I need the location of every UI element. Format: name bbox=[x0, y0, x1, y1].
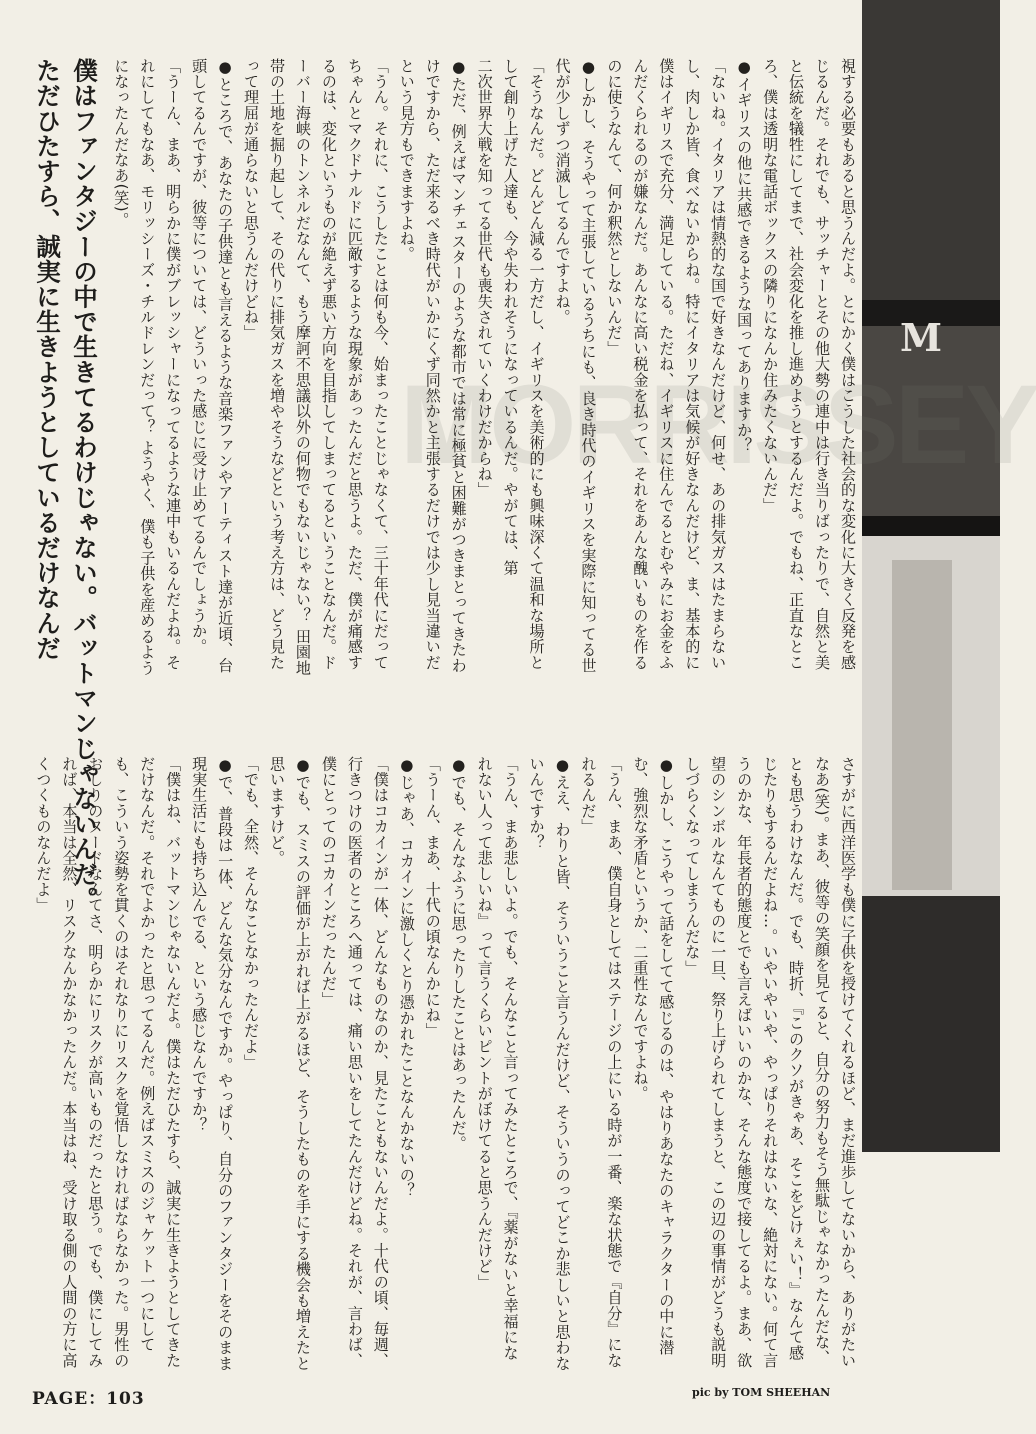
photo-letter: M bbox=[900, 315, 943, 360]
paragraph: 「ないね。イタリアは情熱的な国で好きなんだけど、何せ、あの排気ガスはたまらないし、肉しか皆、食べないからね。特にイタリアは気候が好きなんだけど、ま、基本的に僕はイギリスで充分、満足している。ただね、イギリスに住んでるとむやみにお金をふんだくられるのが嫌なんだ。あんなに高い税金を払って、それをあんな醜いものを作るのに使うなんて、何か釈然としないんだ」 bbox=[605, 58, 728, 671]
paragraph: 「僕はコカインが一体、どんなものなのか、見たこともないんだよ。十代の頃、毎週、行きつけの医者のところへ通っては、痛い思いをしてたんだけどね。それが、言わば、僕にとってのコカインだったんだ」 bbox=[319, 756, 390, 1369]
bookshelf-photo bbox=[862, 0, 1000, 1152]
question: ●しかし、こうやって話をしてて感じるのは、やはりあなたのキャラクターの中に潜む、強烈な矛盾というか、二重性なんですよね。 bbox=[631, 756, 676, 1356]
question: ●ところで、あなたの子供達とも言えるような音楽ファンやアーティスト達が近頃、台頭してるんですが、彼等については、どういった感じに受け止めてるんでしょうか。 bbox=[190, 58, 235, 674]
upper-text-block bbox=[112, 58, 860, 678]
paragraph: 二次世界大戦を知ってる世代も喪失されていくわけだからね」 bbox=[475, 58, 494, 498]
question: ●ええ、わりと皆、そういうこと言うんだけど、そういうのってどこか悲しいと思わないんですか？ bbox=[527, 756, 572, 1372]
paragraph: 「そうなんだ。どんどん減る一方だし、イギリスを美術的にも興味深くて温和な場所として創り上げた人達も、今や失われそうになっているんだ。やがては、第 bbox=[501, 58, 546, 671]
paragraph: 「うーん、まあ、明らかに僕がブレッシャーになってるような連中もいるんだよね。それにしてもなあ、モリッシーズ・チルドレンだって？ ようやく、僕も子供を産めるようになったんだなあ(笑)。 bbox=[112, 58, 183, 676]
headline-line-1: 僕はファンタジーの中で生きてるわけじゃない。バットマンじゃないんだ。 bbox=[70, 58, 99, 912]
question: ●ただ、例えばマンチェスターのような都市では常に極貧と困難がつきまとってきたわけですから、ただ来るべき時代がいかにくず同然かと主張するだけでは少し見当違いだという見方もできますよね。 bbox=[397, 58, 468, 674]
watermark-title: MORRISSEY bbox=[400, 362, 1036, 487]
question: ●しかし、そうやって主張しているうちにも、良き時代のイギリスを実際に知ってる世代が少しずつ消滅してるんですよね。 bbox=[553, 58, 598, 674]
page-number: PAGE：103 bbox=[32, 1389, 145, 1409]
paragraph: 「うん、まあ、僕自身としてはステージの上にいる時が一番、楽な状態で『自分』になれるんだ」 bbox=[579, 756, 624, 1369]
paragraph: 「うん。それに、こうしたことは何も今、始まったことじゃなくて、三十年代にだってちゃんとマクドナルドに匹敵するような現象があったんだと思うよ。ただ、僕が痛感するのは、変化というものが絶えず悪い方向を目指してしまってるということなんだ。ドーバー海峡のトンネルだなんて、もう摩訶不思議以外の何物でもないじゃない？ 田園地帯の土地を掘り起して、その代りに排気ガスを増やそうなどという考え方は、どう見たって理屈が通らないと思うんだけどね」 bbox=[242, 58, 390, 676]
paragraph: さすがに西洋医学も僕に子供を授けてくれるほど、まだ進歩してないから、ありがたいなあ(笑)。まあ、彼等の笑顔を見てると、自分の努力もそう無駄じゃなかったんだな、とも思うわけなんだ。でも、時折、『このクソがきゃあ、そこをどけぇい！』なんて感じたりもするんだよね…。いやいやいや、やっぱりそれはないな、絶対にない。何て言うのかな、年長者的態度とでも言えばいいのかな、そんな態度で接してるよ。まあ、欲望のシンボルなんてものに一旦、祭り上げられてしまうと、この辺の事情がどうも説明しづらくなってしまうんだな」 bbox=[683, 756, 857, 1369]
paragraph: 「僕はね、バットマンじゃないんだよ。僕はただひたすら、誠実に生きようとしてきただけなんだ。それでよかったと思ってるんだ。例えばスミスのジャケット一つにしても、こういう姿勢を貫くのはそれなりにリスクを覚悟しなければならなかった。男性のおしりのヌードなんてさ、明らかにリスクが高いものだったと思う。でも、僕にしてみれば、本当は全然、リスクなんかなかったんだ。本当はね、受け取る側の人間の方に高くつくものなんだよ」 bbox=[34, 756, 183, 1369]
headline-line-2: ただひたすら、誠実に生きようとしているだけなんだ bbox=[33, 58, 63, 661]
paragraph: 視する必要もあると思うんだよ。とにかく僕はこうした社会的な変化に大きく反発を感じるんだ。それでも、サッチャーとその他大勢の連中は行き当りばったりで、自然と美と伝統を犠牲にしてまで、社会変化を推し進めようとするんだよ。でもね、正直なところ、僕は透明な電話ボックスの隣りになんか住みたくないんだ」 bbox=[761, 58, 857, 671]
question: ●じゃあ、コカインに激しくとり憑かれたことなんかないの？ bbox=[397, 756, 416, 1199]
paragraph: 「うん、まあ悲しいよ。でも、そんなこと言ってみたところで、『薬がないと幸福になれない人って悲しいね』って言うくらいピントがぼけてると思うんだけど」 bbox=[475, 756, 520, 1361]
photo-credit: pic by TOM SHEEHAN bbox=[692, 1386, 831, 1399]
paragraph: 「うーん、まあ、十代の頃なんかにね」 bbox=[423, 756, 442, 1039]
question: ●でも、スミスの評価が上がれば上がるほど、そうしたものを手にする機会も増えたと思いますけど。 bbox=[268, 756, 312, 1372]
question: ●イギリスの他に共感できるような国ってありますか？ bbox=[735, 58, 754, 454]
lower-text-block bbox=[34, 756, 860, 1376]
question: ●でも、そんなふうに思ったりしたことはあったんだ。 bbox=[449, 756, 468, 1152]
question: ●で、普段は一体、どんな気分なんですか。やっぱり、自分のファンタジーをそのまま現実生活にも持ち込んでる、という感じなんですか？ bbox=[190, 756, 235, 1372]
paragraph: 「でも、全然、そんなことなかったんだよ」 bbox=[242, 756, 261, 1070]
